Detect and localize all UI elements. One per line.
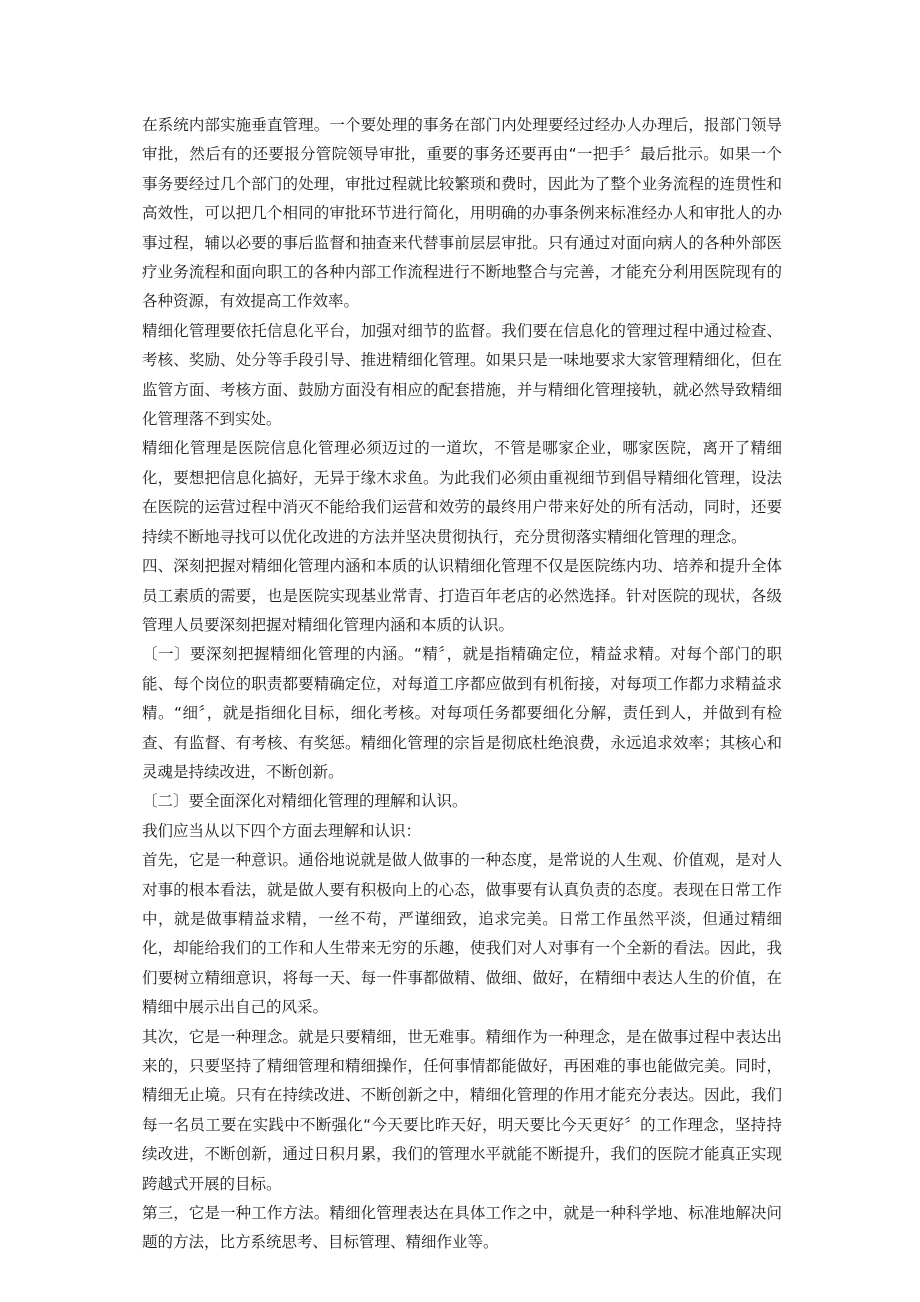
- document-body: [142, 111, 782, 1258]
- paragraph-four-aspects-intro: 我们应当从以下四个方面去理解和认识：: [142, 821, 422, 840]
- paragraph-subsection-two: 〔二〕要全面深化对精细化管理的理解和认识。: [142, 792, 468, 811]
- paragraph-third-method: 第三，它是一种工作方法。精细化管理表达在具体工作之中，就是一种科学地、标准地解决问题的方法，比方系统思考、目标管理、精细作业等。: [142, 1204, 782, 1252]
- paragraph-section-four: 四、深刻把握对精细化管理内涵和本质的认识精细化管理不仅是医院练内功、培养和提升全体员工素质的需要，也是医院实现基业常青、打造百年老店的必然选择。针对医院的现状，各级管理人员要深刻把握对精细化管理内涵和本质的认识。: [142, 557, 782, 634]
- paragraph-refined-management-hurdle: 精细化管理是医院信息化管理必须迈过的一道坎，不管是哪家企业，哪家医院，离开了精细化，要想把信息化搞好，无异于缘木求鱼。为此我们必须由重视细节到倡导精细化管理，设法在医院的运营过程中消灭不能给我们运营和效劳的最终用户带来好处的所有活动，同时，还要持续不断地寻找可以优化改进的方法并坚决贯彻执行，充分贯彻落实精细化管理的理念。: [142, 439, 782, 546]
- paragraph-vertical-management: 在系统内部实施垂直管理。一个要处理的事务在部门内处理要经过经办人办理后，报部门领导审批，然后有的还要报分管院领导审批，重要的事务还要再由“一把手〞最后批示。如果一个事务要经过几个部门的处理，审批过程就比较繁琐和费时，因此为了整个业务流程的连贯性和高效性，可以把几个相同的审批环节进行简化，用明确的办事条例来标准经办人和审批人的办事过程，辅以必要的事后监督和抽查来代替事前层层审批。只有通过对面向病人的各种外部医疗业务流程和面向职工的各种内部工作流程进行不断地整合与完善，才能充分利用医院现有的各种资源，有效提高工作效率。: [142, 116, 782, 311]
- paragraph-first-awareness: 首先，它是一种意识。通俗地说就是做人做事的一种态度，是常说的人生观、价值观，是对人对事的根本看法，就是做人要有积极向上的心态，做事要有认真负责的态度。表现在日常工作中，就是做事精益求精，一丝不苟，严谨细致，追求完美。日常工作虽然平淡，但通过精细化，却能给我们的工作和人生带来无穷的乐趣，使我们对人对事有一个全新的看法。因此，我们要树立精细意识，将每一天、每一件事都做精、做细、做好，在精细中表达人生的价值，在精细中展示出自己的风采。: [142, 851, 782, 1017]
- paragraph-second-concept: 其次，它是一种理念。就是只要精细，世无难事。精细作为一种理念，是在做事过程中表达出来的，只要坚持了精细管理和精细操作，任何事情都能做好，再困难的事也能做完美。同时，精细无止境。只有在持续改进、不断创新之中，精细化管理的作用才能充分表达。因此，我们每一名员工要在实践中不断强化“今天要比昨天好，明天要比今天更好〞的工作理念，坚持持续改进，不断创新，通过日积月累，我们的管理水平就能不断提升，我们的医院才能真正实现跨越式开展的目标。: [142, 1027, 782, 1193]
- paragraph-informatization-platform: 精细化管理要依托信息化平台，加强对细节的监督。我们要在信息化的管理过程中通过检查、考核、奖励、处分等手段引导、推进精细化管理。如果只是一味地要求大家管理精细化，但在监管方面、考核方面、鼓励方面没有相应的配套措施，并与精细化管理接轨，就必然导致精细化管理落不到实处。: [142, 321, 782, 429]
- paragraph-subsection-one: 〔一〕要深刻把握精细化管理的内涵。“精〞，就是指精确定位，精益求精。对每个部门的职能、每个岗位的职责都要精确定位，对每道工序都应做到有机衔接，对每项工作都力求精益求精。“细〞，就是指细化目标，细化考核。对每项任务都要细化分解，责任到人，并做到有检查、有监督、有考核、有奖惩。精细化管理的宗旨是彻底杜绝浪费，永远追求效率；其核心和灵魂是持续改进，不断创新。: [142, 645, 782, 781]
